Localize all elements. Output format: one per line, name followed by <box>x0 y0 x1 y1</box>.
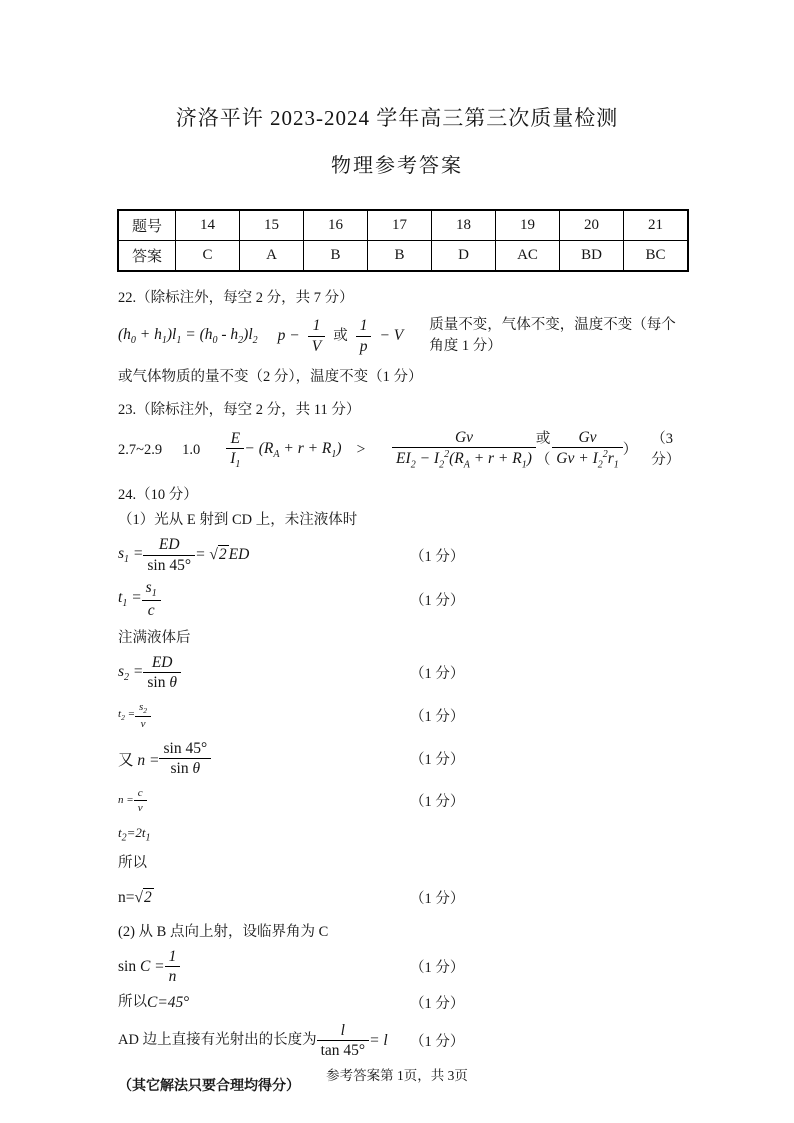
q24-equation-sinC <box>118 947 682 987</box>
score-label: （1 分） <box>410 960 465 977</box>
q22-or-label: 或 <box>333 327 348 344</box>
q24-equation-t2 <box>118 701 682 731</box>
q24-conclusion-line <box>118 991 682 1015</box>
score-label: （1 分） <box>410 666 465 683</box>
equation-rhs: = √2 ED <box>195 546 250 563</box>
fraction-numerator: l <box>317 1022 370 1041</box>
q24-heading: 24.（10 分） <box>118 487 198 503</box>
fraction-denominator: v <box>137 801 143 814</box>
question-number-cell: 14 <box>176 210 240 241</box>
score-label: （1 分） <box>410 548 465 565</box>
fraction-denominator: sin θ <box>170 760 201 778</box>
question-number-row <box>118 210 688 241</box>
conclusion-prefix: 所以 <box>118 994 147 1011</box>
answer-cell: C <box>176 241 240 272</box>
document-title: 济洛平许 2023-2024 学年高三第三次质量检测 <box>175 106 619 130</box>
fraction-denominator: V <box>311 337 322 355</box>
equation-lhs: n = <box>118 794 134 807</box>
equation-fraction <box>135 701 151 731</box>
q22-equation-2-pre: p − <box>277 327 300 344</box>
answer-cell: B <box>304 241 368 272</box>
answer-cell: AC <box>496 241 560 272</box>
q22-condition-note: 质量不变，气体不变，温度不变（每个角度 1 分） <box>429 317 676 354</box>
equation-lhs: sin C = <box>118 957 165 975</box>
equation-fraction <box>159 740 211 778</box>
fraction-denominator: sin θ <box>147 674 177 692</box>
equation-lhs: 又 n = <box>118 751 160 769</box>
q24-equation-s1 <box>118 535 682 575</box>
score-label: （1 分） <box>410 752 465 769</box>
page-footer: 参考答案第 1页，共 3页 <box>326 1067 468 1083</box>
q23-fraction-2 <box>392 429 536 471</box>
equation-fraction <box>317 1022 370 1060</box>
answer-row <box>118 241 688 272</box>
q23-heading: 23.（除标注外，每空 2 分，共 11 分） <box>118 402 361 418</box>
equation-fraction <box>143 654 181 692</box>
q23-score: （3 分） <box>651 431 681 468</box>
q24-part2-intro: (2) 从 B 点向上射，设临界角为 C <box>118 923 329 940</box>
q24-equation-n-ratio <box>118 739 682 779</box>
fraction-numerator: Gv <box>552 429 623 448</box>
fraction-denominator: v <box>140 718 146 731</box>
q22-fraction-2 <box>356 317 372 355</box>
equation-fraction <box>165 948 181 986</box>
fraction-denominator: n <box>168 968 177 986</box>
question-number-cell: 21 <box>624 210 689 241</box>
answer-cell: BD <box>560 241 624 272</box>
equation-fraction <box>134 787 147 815</box>
q23-answer-1: 2.7~2.9 <box>118 441 163 458</box>
equation-fraction <box>143 536 195 574</box>
q23-close-paren: ） <box>622 441 638 458</box>
q24-therefore-text: 所以 <box>118 854 147 871</box>
fraction-numerator: $s_2$ <box>135 701 151 718</box>
question-number-cell: 19 <box>496 210 560 241</box>
q23-fraction-3 <box>552 429 623 471</box>
document-subtitle: 物理参考答案 <box>331 155 463 177</box>
fraction-denominator: $I_1$ <box>230 450 241 471</box>
q23-answer-2: 1.0 <box>182 441 201 458</box>
answer-cell: BC <box>624 241 689 272</box>
fraction-numerator: 1 <box>308 317 325 336</box>
fraction-numerator: c <box>134 787 147 801</box>
fraction-numerator: Gv <box>392 429 536 448</box>
q22-equation-2-post: − V <box>379 327 404 344</box>
fraction-denominator: p <box>359 337 368 355</box>
q22-formula-line <box>118 313 682 359</box>
answer-table <box>117 209 689 272</box>
q22-alternative-line: 或气体物质的量不变（2 分），温度不变（1 分） <box>118 369 423 385</box>
q24-equation-t1 <box>118 579 682 620</box>
q24-equation-s2 <box>118 653 682 693</box>
q23-or-label: 或（ <box>535 431 551 468</box>
question-number-cell: 17 <box>368 210 432 241</box>
q22-heading: 22.（除标注外，每空 2 分，共 7 分） <box>118 290 354 306</box>
equation-lhs: n=√2 <box>118 888 152 906</box>
q23-equation-mid: − $(R_A + r + R_1)$ <box>244 439 342 461</box>
answer-cell: B <box>368 241 432 272</box>
score-label: （1 分） <box>410 793 465 810</box>
answer-cell: D <box>432 241 496 272</box>
equation-lhs: $t_2$ = <box>118 708 135 723</box>
q22-fraction-1 <box>308 317 325 355</box>
answer-cell: A <box>240 241 304 272</box>
question-number-label: 题号 <box>118 210 176 241</box>
score-label: （1 分） <box>410 891 465 908</box>
fraction-numerator: ED <box>143 654 181 673</box>
q24-time-relation: $t_2=2t_1$ <box>118 825 151 844</box>
equation-fraction <box>142 579 161 620</box>
fraction-denominator: c <box>147 602 155 620</box>
score-label: （1 分） <box>410 709 465 726</box>
equation-lhs: $s_2$ = <box>118 662 144 683</box>
fraction-numerator: 1 <box>356 317 372 336</box>
equation-rhs: = l <box>369 1031 388 1049</box>
equation-lhs: $t_1$ = <box>118 589 142 610</box>
fraction-numerator: 1 <box>165 948 181 967</box>
fraction-denominator: sin 45° <box>147 556 192 574</box>
question-number-cell: 15 <box>240 210 304 241</box>
fraction-denominator: tan 45° <box>320 1042 366 1060</box>
q22-equation-1: $(h_0 + h_1)l_1 = (h_0 - h_2)l_2$ <box>118 325 258 347</box>
score-label: （1 分） <box>410 1034 465 1051</box>
score-label: （1 分） <box>410 996 465 1013</box>
score-label: （1 分） <box>410 592 465 609</box>
greater-than-sign: > <box>355 441 367 458</box>
fraction-numerator: sin 45° <box>159 740 211 759</box>
q24-equation-n-cv <box>118 787 682 815</box>
q23-formula-line <box>118 427 682 473</box>
equation-prefix-text: AD 边上直接有光射出的长度为 <box>118 1032 317 1049</box>
fraction-numerator: $s_1$ <box>142 579 161 601</box>
question-number-cell: 16 <box>304 210 368 241</box>
equation-lhs: $s_1$ = <box>118 544 144 566</box>
fraction-denominator: $Gv + I_2^2r_1$ <box>556 449 619 471</box>
fraction-numerator: ED <box>143 536 195 555</box>
q24-part1-intro: （1）光从 E 射到 CD 上，未注液体时 <box>118 512 358 528</box>
document-body <box>118 288 682 1095</box>
q24-equation-AD <box>118 1021 682 1061</box>
q24-equation-n-result <box>118 886 682 910</box>
fraction-numerator: E <box>226 430 244 449</box>
q24-after-fill-text: 注满液体后 <box>118 629 191 646</box>
question-number-cell: 20 <box>560 210 624 241</box>
conclusion-math: C=45° <box>147 993 190 1011</box>
alternative-methods-note: （其它解法只要合理均得分） <box>118 1076 300 1093</box>
answer-label: 答案 <box>118 241 176 272</box>
q23-fraction-1 <box>226 430 244 471</box>
fraction-denominator: $EI_2 - I_2^2(R_A + r + R_1)$ <box>396 449 532 471</box>
question-number-cell: 18 <box>432 210 496 241</box>
